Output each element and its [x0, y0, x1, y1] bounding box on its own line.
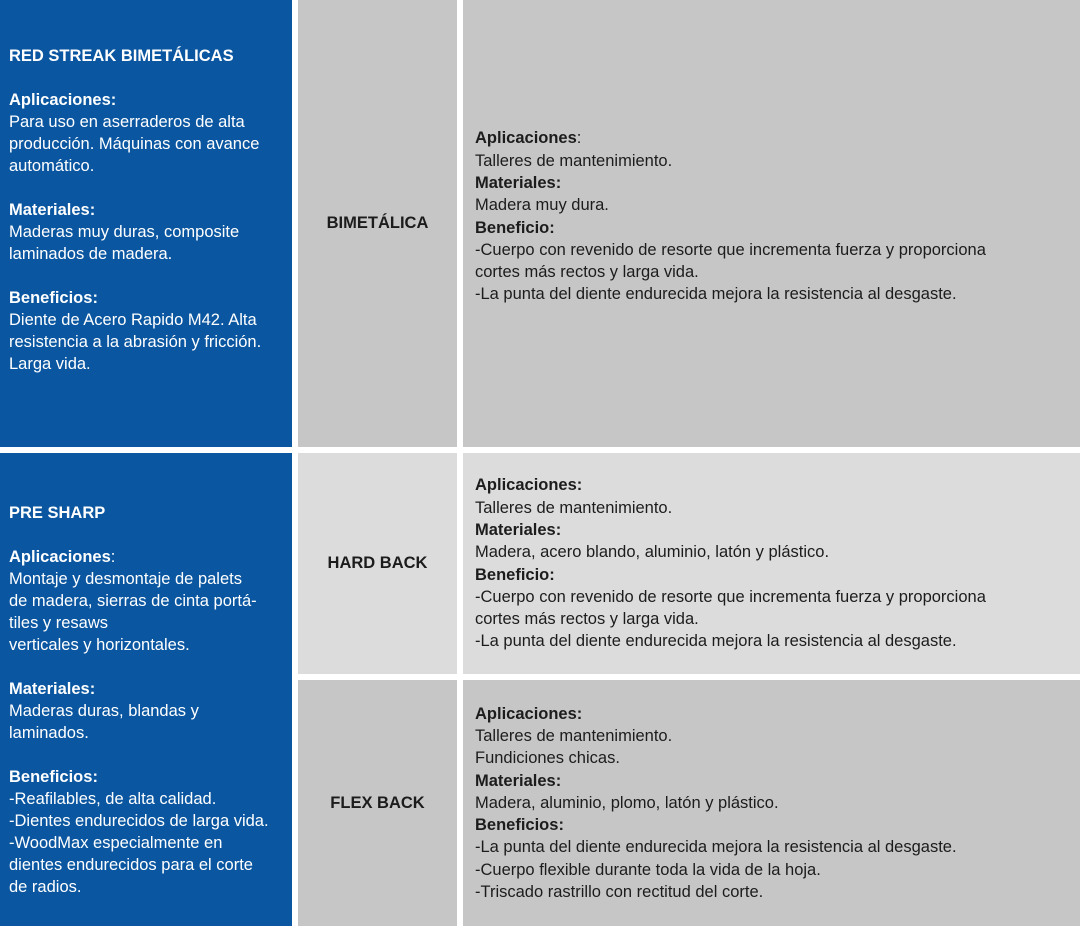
applications-line: Para uso en aserraderos de alta: [9, 113, 245, 131]
applications-line: Montaje y desmontaje de palets: [9, 570, 242, 588]
applications-heading-row: [9, 546, 284, 568]
benefit-line: -Cuerpo flexible durante toda la vida de la hoja.: [475, 860, 821, 879]
materials-line: Maderas duras, blandas y: [9, 702, 199, 720]
bimetalica-detail-cell: [463, 0, 1080, 447]
benefits-line: Larga vida.: [9, 355, 91, 373]
applications-line: verticales y horizontales.: [9, 636, 190, 654]
benefit-line: -La punta del diente endurecida mejora la resistencia al desgaste.: [475, 632, 957, 651]
benefits-line: dientes endurecidos para el corte: [9, 856, 253, 874]
materials-heading: Materiales:: [475, 173, 562, 192]
materials-heading: Materiales:: [475, 520, 562, 539]
benefits-line: -Dientes endurecidos de larga vida.: [9, 812, 269, 830]
flexback-detail-cell: [463, 680, 1080, 926]
benefit-line: cortes más rectos y larga vida.: [475, 263, 699, 282]
benefit-line: -La punta del diente endurecida mejora la resistencia al desgaste.: [475, 285, 957, 304]
benefits-heading: Beneficios:: [9, 289, 98, 307]
applications-line: automático.: [9, 157, 95, 175]
benefit-line: -Triscado rastrillo con rectitud del corte.: [475, 883, 764, 902]
hardback-type-cell: [298, 453, 457, 674]
product-title: RED STREAK BIMETÁLICAS: [9, 47, 234, 65]
materials-line: Madera, acero blando, aluminio, latón y plástico.: [475, 543, 830, 562]
applications-line: Fundiciones chicas.: [475, 749, 620, 768]
applications-heading: Aplicaciones:: [9, 91, 117, 109]
applications-heading: Aplicaciones:: [475, 476, 583, 495]
materials-line: laminados de madera.: [9, 245, 173, 263]
materials-heading: Materiales:: [475, 771, 562, 790]
applications-heading: Aplicaciones:: [475, 704, 583, 723]
benefit-line: cortes más rectos y larga vida.: [475, 610, 699, 629]
benefit-heading: Beneficio:: [475, 218, 555, 237]
applications-heading: Aplicaciones: [9, 548, 111, 566]
materials-heading: Materiales:: [9, 201, 96, 219]
product-title: PRE SHARP: [9, 504, 106, 522]
applications-heading-row: [475, 127, 1080, 149]
materials-heading: Materiales:: [9, 680, 96, 698]
type-label: BIMETÁLICA: [326, 214, 429, 232]
type-label: HARD BACK: [327, 554, 428, 572]
benefit-heading: Beneficios:: [475, 816, 564, 835]
benefit-line: -Cuerpo con revenido de resorte que incrementa fuerza y proporciona: [475, 240, 986, 259]
type-label: FLEX BACK: [330, 793, 425, 812]
applications-colon: :: [110, 548, 116, 566]
benefits-heading: Beneficios:: [9, 768, 98, 786]
benefits-line: -WoodMax especialmente en: [9, 834, 223, 852]
pre-sharp-product-cell: [0, 453, 292, 926]
applications-line: Talleres de mantenimiento.: [475, 498, 673, 517]
applications-colon: :: [576, 129, 582, 148]
flexback-type-cell: [298, 680, 457, 926]
benefit-line: -Cuerpo con revenido de resorte que incrementa fuerza y proporciona: [475, 587, 986, 606]
benefit-heading: Beneficio:: [475, 565, 555, 584]
benefits-line: Diente de Acero Rapido M42. Alta: [9, 311, 257, 329]
applications-line: Talleres de mantenimiento.: [475, 726, 673, 745]
applications-line: Talleres de mantenimiento.: [475, 151, 673, 170]
red-streak-product-cell: [0, 0, 292, 447]
materials-line: Madera, aluminio, plomo, latón y plástico.: [475, 793, 779, 812]
bimetalica-type-cell: [298, 0, 457, 447]
materials-line: Madera muy dura.: [475, 196, 609, 215]
applications-heading: Aplicaciones: [475, 129, 577, 148]
applications-line: producción. Máquinas con avance: [9, 135, 260, 153]
applications-line: de madera, sierras de cinta portá-: [9, 592, 257, 610]
benefits-line: de radios.: [9, 878, 82, 896]
hardback-detail-cell: [463, 453, 1080, 674]
benefits-line: -Reafilables, de alta calidad.: [9, 790, 217, 808]
benefit-line: -La punta del diente endurecida mejora la resistencia al desgaste.: [475, 838, 957, 857]
materials-line: Maderas muy duras, composite: [9, 223, 240, 241]
benefits-line: resistencia a la abrasión y fricción.: [9, 333, 262, 351]
applications-line: tiles y resaws: [9, 614, 109, 632]
materials-line: laminados.: [9, 724, 89, 742]
